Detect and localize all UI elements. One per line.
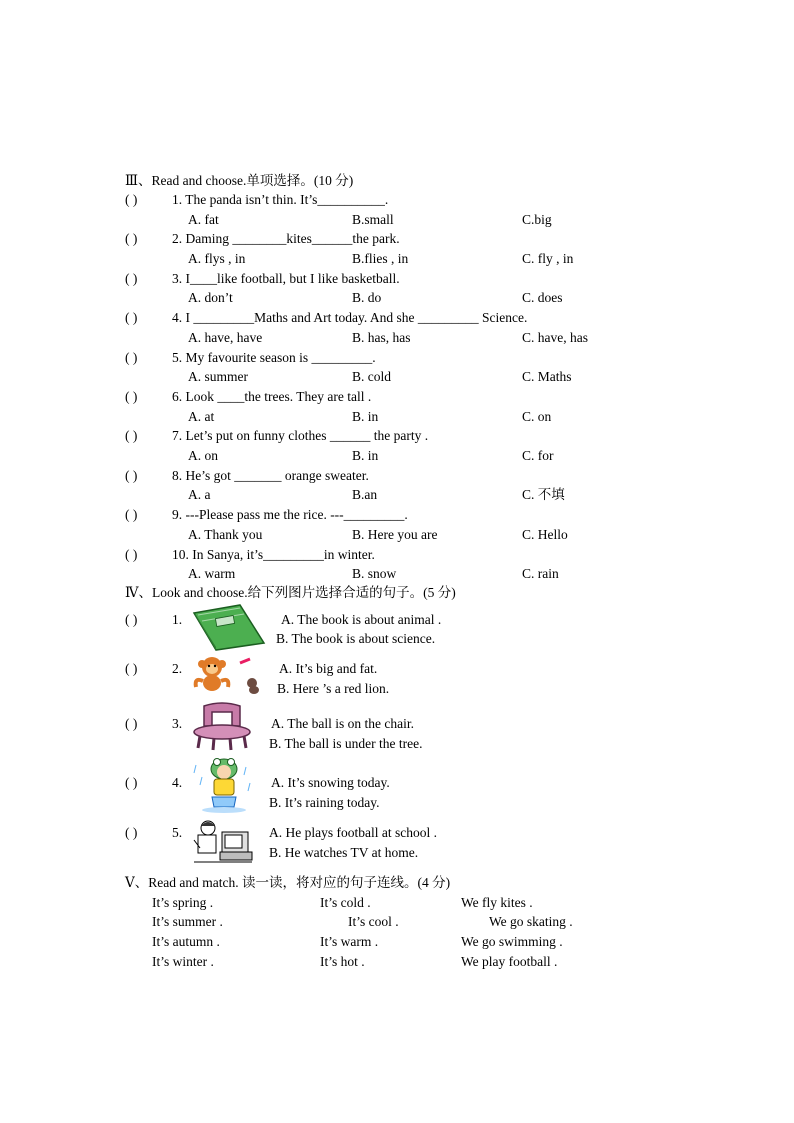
option-a: A. a: [188, 487, 211, 503]
boy-with-tv-icon: [190, 818, 256, 864]
option-a: A. don’t: [188, 290, 233, 306]
option-b: B. Here ’s a red lion.: [277, 681, 390, 696]
match-mid-2: It’s cool .: [348, 914, 399, 929]
option-a: A. The ball is on the chair.: [271, 716, 414, 731]
option-c: C. does: [522, 290, 563, 306]
option-b: B. has, has: [352, 329, 411, 345]
answer-paren: ( ): [125, 270, 138, 286]
option-b: B. snow: [352, 566, 397, 582]
option-c: C. on: [522, 408, 552, 424]
match-left-2: It’s summer .: [152, 914, 223, 929]
answer-paren: ( ): [125, 546, 138, 562]
chair-icon: [190, 702, 254, 752]
section5-heading: Ⅴ、Read and match. 读一读，将对应的句子连线。(4 分): [125, 875, 451, 890]
option-a: A. It’s snowing today.: [271, 775, 390, 790]
answer-paren: ( ): [125, 825, 138, 840]
answer-paren: ( ): [125, 231, 138, 247]
option-a: A. on: [188, 447, 218, 463]
match-right-2: We go skating .: [489, 914, 573, 929]
monkey-icon: [190, 655, 270, 695]
option-a: A. summer: [188, 369, 248, 385]
option-b: B. The ball is under the tree.: [269, 736, 423, 751]
option-c: C. for: [522, 447, 554, 463]
option-a: A. Thank you: [188, 526, 263, 542]
question-stem: 8. He’s got _______ orange sweater.: [172, 467, 369, 483]
option-c: C. Hello: [522, 526, 568, 542]
match-right-1: We fly kites .: [461, 895, 533, 910]
option-b: B.an: [352, 487, 378, 503]
match-left-4: It’s winter .: [152, 954, 214, 969]
answer-paren: ( ): [125, 389, 138, 404]
option-c: C.big: [522, 211, 552, 227]
option-c: C. Maths: [522, 369, 572, 385]
match-right-4: We play football .: [461, 954, 558, 969]
question-number: 4.: [172, 775, 183, 790]
option-a: A. fat: [188, 211, 219, 227]
option-c: C. rain: [522, 566, 559, 582]
option-c: C. fly , in: [522, 250, 574, 266]
match-right-3: We go swimming .: [461, 934, 563, 949]
answer-paren: ( ): [125, 349, 138, 365]
question-stem: 10. In Sanya, it’s_________in winter.: [172, 546, 375, 562]
option-a: A. have, have: [188, 329, 263, 345]
option-a: A. warm: [188, 566, 236, 582]
question-stem: 5. My favourite season is _________.: [172, 349, 376, 365]
option-c: C. have, has: [522, 329, 588, 345]
question-number: 3.: [172, 716, 183, 731]
match-mid-3: It’s warm .: [320, 934, 379, 949]
section4-heading: Ⅳ、Look and choose.给下列图片选择合适的句子。(5 分): [125, 585, 456, 600]
match-left-3: It’s autumn .: [152, 934, 220, 949]
option-b: B. The book is about science.: [276, 631, 436, 646]
option-a: A. at: [188, 408, 215, 424]
option-b: B. in: [352, 447, 379, 463]
option-a: A. flys , in: [188, 250, 246, 266]
option-b: B. He watches TV at home.: [269, 845, 419, 860]
question-number: 5.: [172, 825, 183, 840]
question-number: 2.: [172, 661, 183, 676]
option-b: B. Here you are: [352, 526, 438, 542]
option-a: A. It’s big and fat.: [279, 661, 378, 676]
option-b: B.flies , in: [352, 250, 409, 266]
frog-hood-child-icon: [190, 757, 256, 813]
science-book-icon: [188, 603, 266, 651]
option-a: A. He plays football at school .: [269, 825, 437, 840]
question-stem: 6. Look ____the trees. They are tall .: [172, 389, 372, 404]
section3-heading: Ⅲ、Read and choose.单项选择。(10 分): [125, 173, 354, 188]
answer-paren: ( ): [125, 612, 138, 627]
option-b: B.small: [352, 211, 394, 227]
question-stem: 2. Daming ________kites______the park.: [172, 231, 400, 247]
match-mid-4: It’s hot .: [320, 954, 365, 969]
option-b: B. do: [352, 290, 382, 306]
answer-paren: ( ): [125, 192, 138, 207]
question-stem: 7. Let’s put on funny clothes ______ the party .: [172, 428, 429, 444]
answer-paren: ( ): [125, 467, 138, 483]
match-left-1: It’s spring .: [152, 895, 214, 910]
question-number: 1.: [172, 612, 183, 627]
question-stem: 3. I____like football, but I like basketball.: [172, 270, 400, 286]
match-mid-1: It’s cold .: [320, 895, 371, 910]
answer-paren: ( ): [125, 661, 138, 676]
question-stem: 1. The panda isn’t thin. It’s__________.: [172, 192, 389, 207]
option-b: B. cold: [352, 369, 391, 385]
option-a: A. The book is about animal .: [281, 612, 442, 627]
option-b: B. in: [352, 408, 379, 424]
answer-paren: ( ): [125, 775, 138, 790]
answer-paren: ( ): [125, 716, 138, 731]
question-stem: 4. I _________Maths and Art today. And she _________ Science.: [172, 310, 528, 326]
option-b: B. It’s raining today.: [269, 795, 380, 810]
question-stem: 9. ---Please pass me the rice. ---_________.: [172, 507, 408, 523]
answer-paren: ( ): [125, 428, 138, 444]
answer-paren: ( ): [125, 310, 138, 326]
answer-paren: ( ): [125, 507, 138, 523]
option-c: C. 不填: [522, 487, 565, 503]
